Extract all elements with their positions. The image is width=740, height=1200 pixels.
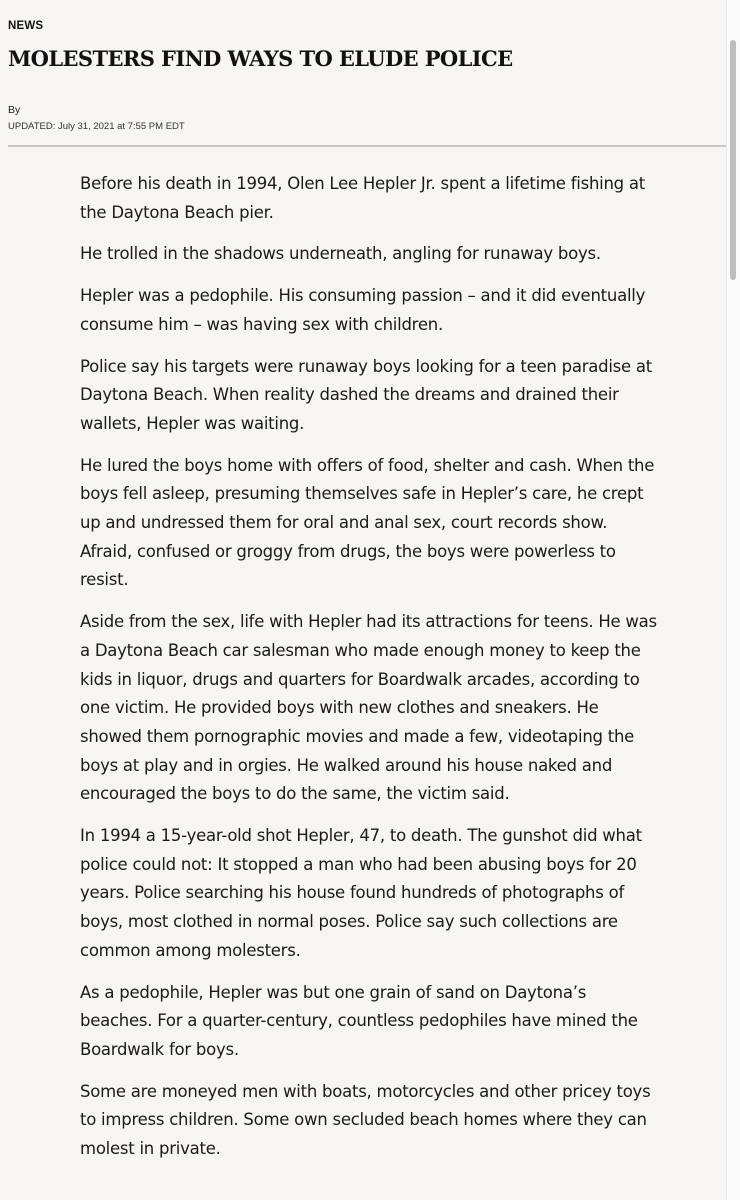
updated-timestamp: UPDATED: July 31, 2021 at 7:55 PM EDT: [8, 121, 185, 132]
paragraph: In 1994 a 15-year-old shot Hepler, 47, to death. The gunshot did what police could not: It stopped a man who had been abusing boys for 20 years. Police searching his house found hundreds of photographs of boys, most clothed in normal poses. Police say such collections are common among molesters.: [80, 826, 642, 960]
article-body: [80, 170, 660, 1177]
paragraph: He trolled in the shadows underneath, angling for runaway boys.: [80, 244, 601, 264]
byline: By: [8, 104, 21, 116]
paragraph: Police say his targets were runaway boys looking for a teen paradise at Daytona Beach. When reality dashed the dreams and drained their wallets, Hepler was waiting.: [80, 356, 652, 433]
scrollbar-thumb[interactable]: [730, 40, 736, 280]
paragraph: He lured the boys home with offers of food, shelter and cash. When the boys fell asleep, presuming themselves safe in Hepler’s care, he crept up and undressed them for oral and anal sex, court records show. Afraid, confused or groggy from drugs, the boys were powerless to resist.: [80, 455, 655, 590]
paragraph: Some are moneyed men with boats, motorcycles and other pricey toys to impress children. Some own secluded beach homes where they can molest in private.: [80, 1081, 651, 1159]
section-label[interactable]: NEWS: [8, 20, 44, 32]
paragraph: Aside from the sex, life with Hepler had its attractions for teens. He was a Daytona Beach car salesman who made enough money to keep the kids in liquor, drugs and quarters for Boardwalk arcades, according to one victim. He provided boys with new clothes and sneakers. He showed them pornographic movies and made a few, videotaping the boys at play and in orgies. He walked around his house naked and encouraged the boys to do the same, the victim said.: [80, 612, 657, 804]
header-divider: [8, 145, 728, 147]
headline: MOLESTERS FIND WAYS TO ELUDE POLICE: [8, 46, 513, 71]
paragraph: Hepler was a pedophile. His consuming passion – and it did eventually consume him – was having sex with children.: [80, 286, 646, 334]
paragraph: Before his death in 1994, Olen Lee Hepler Jr. spent a lifetime fishing at the Daytona Beach pier.: [80, 174, 645, 222]
paragraph: As a pedophile, Hepler was but one grain of sand on Daytona’s beaches. For a quarter-century, countless pedophiles have mined the Boardwalk for boys.: [80, 982, 638, 1059]
